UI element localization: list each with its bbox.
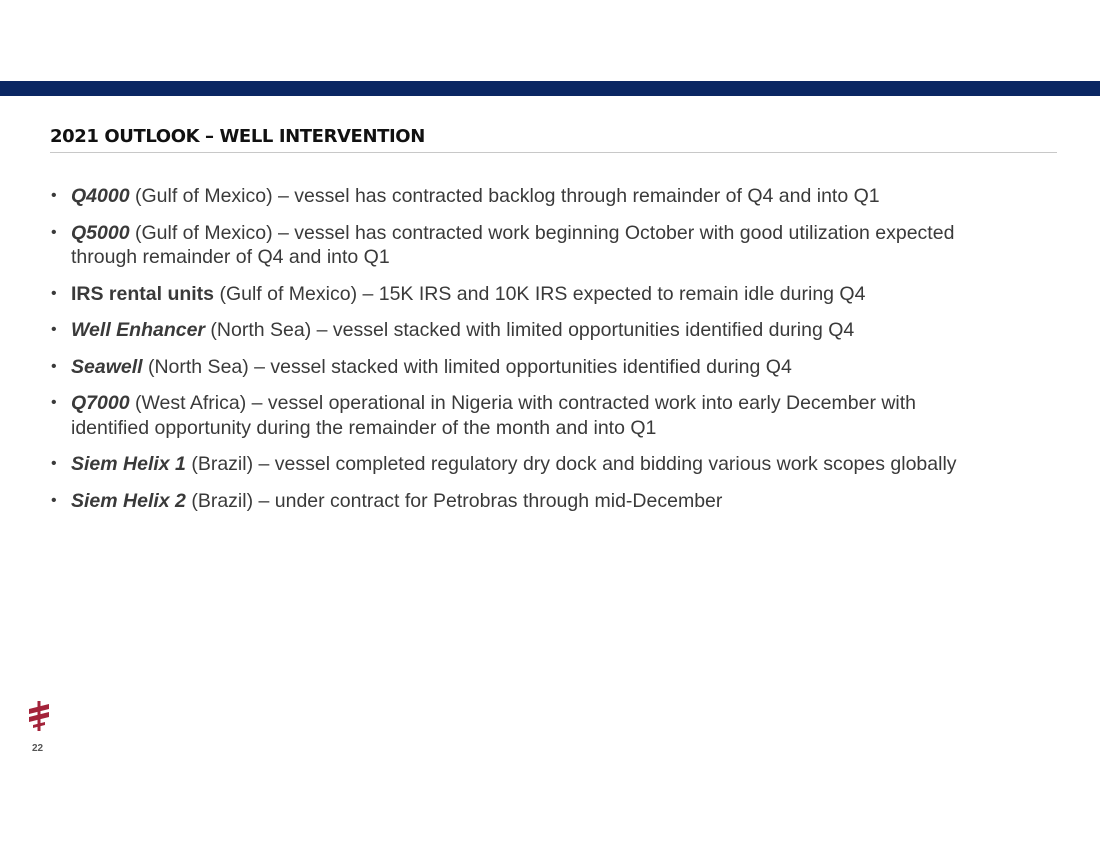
bullet-item (50, 221, 980, 270)
bullet-item (50, 452, 980, 477)
title-divider (50, 152, 1057, 153)
bullet-text: (West Africa) – vessel operational in Nigeria with contracted work into early December with identified opportunity during the remainder of the month and into Q1 (71, 392, 917, 439)
bullet-text: (Gulf of Mexico) – 15K IRS and 10K IRS expected to remain idle during Q4 (214, 282, 866, 305)
bullet-text: (Gulf of Mexico) – vessel has contracted work beginning October with good utilization expected through remainder of Q4 and into Q1 (71, 221, 955, 268)
bullet-text: (Brazil) – vessel completed regulatory dry dock and bidding various work scopes globally (185, 453, 957, 475)
bullet-text: (North Sea) – vessel stacked with limited opportunities identified during Q4 (205, 319, 855, 341)
bullet-text: (Gulf of Mexico) – vessel has contracted backlog through remainder of Q4 and into Q1 (129, 185, 880, 207)
bullet-vessel-name: Q7000 (71, 392, 130, 414)
bullet-item (50, 318, 980, 343)
bullet-text: (North Sea) – vessel stacked with limited opportunities identified during Q4 (142, 355, 792, 378)
slide-title: 2021 OUTLOOK – WELL INTERVENTION (50, 126, 425, 147)
bullet-item (50, 391, 980, 440)
bullet-vessel-name: Siem Helix 2 (71, 489, 186, 512)
helix-logo-icon (26, 700, 52, 732)
bullet-vessel-name: Q5000 (71, 221, 130, 244)
bullet-item (50, 489, 980, 514)
bullet-list (50, 184, 980, 525)
bullet-item (50, 282, 980, 307)
page-number: 22 (32, 743, 44, 754)
bullet-vessel-name: Siem Helix 1 (71, 453, 186, 475)
bullet-item (50, 355, 980, 380)
bullet-vessel-name: Q4000 (71, 185, 130, 207)
bullet-item (50, 184, 980, 209)
header-band (0, 81, 1100, 96)
bullet-vessel-name: Well Enhancer (71, 319, 206, 341)
bullet-vessel-name: Seawell (71, 355, 143, 378)
bullet-text: (Brazil) – under contract for Petrobras through mid-December (185, 489, 723, 512)
bullet-vessel-name: IRS rental units (71, 282, 215, 305)
